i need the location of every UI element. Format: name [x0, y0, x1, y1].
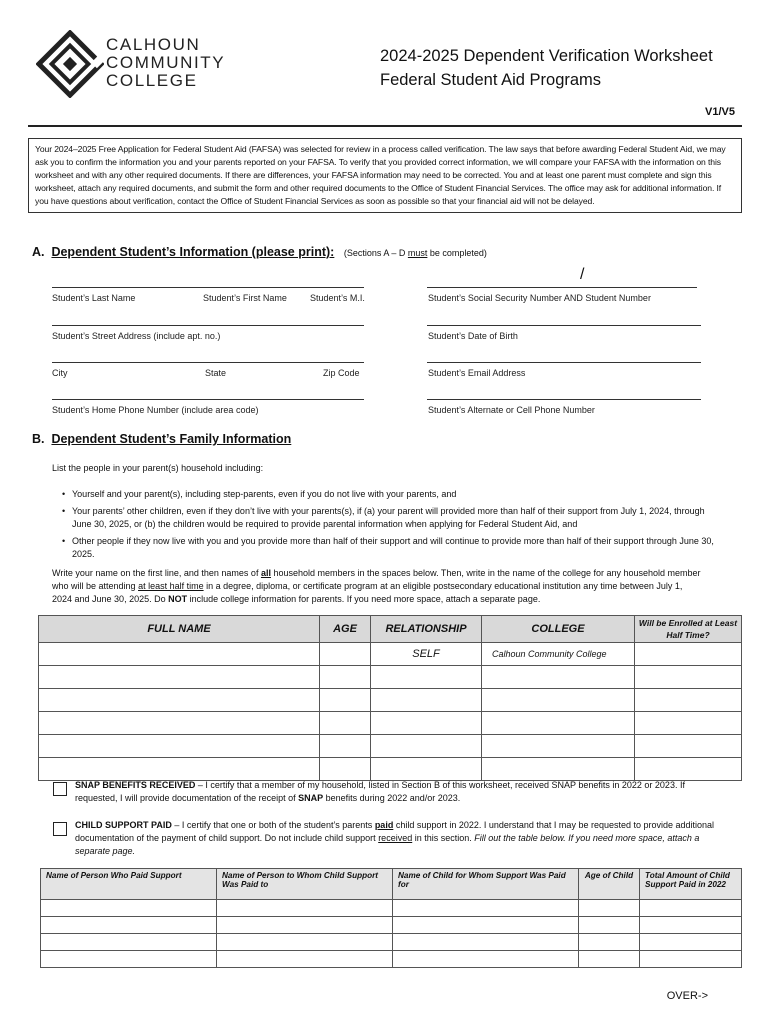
email-line[interactable] — [427, 362, 701, 363]
household-bullets — [62, 488, 722, 565]
table-row[interactable] — [39, 689, 742, 712]
home-phone-line[interactable] — [52, 399, 364, 400]
list-intro: List the people in your parent(s) household including: — [52, 463, 264, 473]
name-line[interactable] — [52, 287, 364, 288]
header-divider — [28, 125, 742, 127]
dob-line[interactable] — [427, 325, 701, 326]
state-label: State — [205, 368, 227, 378]
street-line[interactable] — [52, 325, 364, 326]
col-payee: Name of Person to Whom Child Support Was Paid to — [217, 869, 393, 900]
half-time-cell[interactable] — [635, 643, 742, 666]
snap-statement: SNAP BENEFITS RECEIVED – I certify that a member of my household, listed in Section B of this worksheet, received SNAP benefits in 2022 or 2023. If requested, I will provide documentation of the receipt of SNAP benefits during 2022 and/or 2023. — [75, 780, 685, 803]
calhoun-logo-mark-icon — [36, 30, 104, 98]
snap-checkbox[interactable] — [53, 782, 67, 796]
logo-line-2: COMMUNITY — [106, 53, 226, 72]
logo-line-1: CALHOUN — [106, 35, 201, 54]
title-line-1: 2024-2025 Dependent Verification Worksheet — [380, 47, 713, 65]
section-a-heading — [32, 245, 487, 259]
alt-phone-label: Student’s Alternate or Cell Phone Number — [428, 405, 595, 415]
write-instructions: Write your name on the first line, and then names of all household members in the spaces below. Then, write in the name of the college for any household member who will be attending at least half time in a degree, diploma, or certificate program at an eligible postsecondary educational institution any time between July 1, 2024 and June 30, 2025. Do NOT include college information for parents. If you need more space, attach a separate page. — [52, 568, 701, 604]
section-b-title: Dependent Student’s Family Information — [51, 432, 292, 446]
household-table-header — [39, 616, 742, 643]
col-total-amount: Total Amount of Child Support Paid in 2022 — [640, 869, 742, 900]
bullet-item: • Yourself and your parent(s), including step-parents, even if you do not live with your parents, and — [72, 488, 722, 501]
street-label: Student’s Street Address (include apt. no.) — [52, 331, 221, 341]
col-half-time: Will be Enrolled at Least Half Time? — [635, 616, 742, 643]
logo-line-3: COLLEGE — [106, 71, 198, 90]
city-label: City — [52, 368, 68, 378]
child-support-checkbox[interactable] — [53, 822, 67, 836]
last-name-label: Student’s Last Name — [52, 293, 136, 303]
col-child-name: Name of Child for Whom Support Was Paid for — [393, 869, 579, 900]
college-cell: Calhoun Community College — [482, 643, 635, 666]
section-a-note: (Sections A – D must be completed) — [343, 248, 487, 258]
home-phone-label: Student’s Home Phone Number (include area code) — [52, 405, 259, 415]
col-full-name: FULL NAME — [39, 616, 320, 643]
table-row[interactable] — [41, 951, 742, 968]
table-row[interactable] — [39, 758, 742, 781]
bullet-item: • Other people if they now live with you and you provide more than half of their support and will continue to provide more than half of their support through June 30, 2025. — [72, 535, 722, 561]
ssn-slash: / — [580, 266, 585, 283]
table-row[interactable] — [41, 934, 742, 951]
col-payer: Name of Person Who Paid Support — [41, 869, 217, 900]
first-name-label: Student’s First Name — [203, 293, 287, 303]
dob-label: Student’s Date of Birth — [428, 331, 518, 341]
child-support-table — [40, 868, 742, 968]
ssn-line[interactable] — [427, 287, 697, 288]
version-label: V1/V5 — [705, 106, 735, 118]
bullet-item: • Your parents’ other children, even if they don’t live with your parents(s), if (a) your parent will provided more than half of their support from July 1, 2024, through June 30, 2025, or (b) the children would be required to provide parental information when applying for Federal Student Aid, and — [72, 505, 722, 531]
table-row[interactable] — [39, 735, 742, 758]
city-line[interactable] — [52, 362, 364, 363]
email-label: Student’s Email Address — [428, 368, 526, 378]
col-relationship: RELATIONSHIP — [371, 616, 482, 643]
table-row[interactable] — [39, 712, 742, 735]
alt-phone-line[interactable] — [427, 399, 701, 400]
logo-wordmark — [106, 36, 225, 90]
name-cell[interactable] — [39, 643, 320, 666]
table-row[interactable] — [41, 900, 742, 917]
section-b-letter: B. — [32, 432, 45, 446]
section-a-title: Dependent Student’s Information (please print): — [51, 245, 335, 259]
table-row[interactable] — [39, 666, 742, 689]
col-age: AGE — [320, 616, 371, 643]
section-b-heading — [32, 432, 291, 446]
ssn-label: Student’s Social Security Number AND Student Number — [428, 293, 651, 303]
col-child-age: Age of Child — [579, 869, 640, 900]
page-title — [380, 44, 713, 92]
zip-label: Zip Code — [323, 368, 360, 378]
age-cell[interactable] — [320, 643, 371, 666]
title-line-2: Federal Student Aid Programs — [380, 71, 602, 89]
table-row[interactable] — [41, 917, 742, 934]
table-row — [39, 643, 742, 666]
col-college: COLLEGE — [482, 616, 635, 643]
child-support-statement: CHILD SUPPORT PAID – I certify that one or both of the student’s parents paid child support in 2022. I understand that I may be requested to provide additional documentation of the payment of child support. Do not include child support received in this section. Fill out the table below. If you need more space, attach a separate page. — [75, 820, 715, 856]
section-a-letter: A. — [32, 245, 45, 259]
over-indicator: OVER-> — [666, 990, 708, 1002]
relationship-cell: SELF — [371, 643, 482, 666]
mi-label: Student’s M.I. — [310, 293, 365, 303]
household-table — [38, 615, 742, 781]
intro-paragraph: Your 2024–2025 Free Application for Federal Student Aid (FAFSA) was selected for review in a process called verification. The law says that before awarding Federal Student Aid, we may ask you to confirm the information you and your parents reported on your FAFSA. To verify that you provided correct information, we will compare your FAFSA with the information on this worksheet and with any other required documents. If there are differences, your FAFSA information may need to be corrected. You and at least one parent must complete and sign this worksheet, attach any required documents, and submit the form and other required documents to the Office of Student Financial Services. The office may ask for additional information. If you have questions about verification, contact the Office of Student Financial Services as soon as possible so that your financial aid will not be delayed. — [28, 138, 742, 213]
child-support-table-header — [41, 869, 742, 900]
